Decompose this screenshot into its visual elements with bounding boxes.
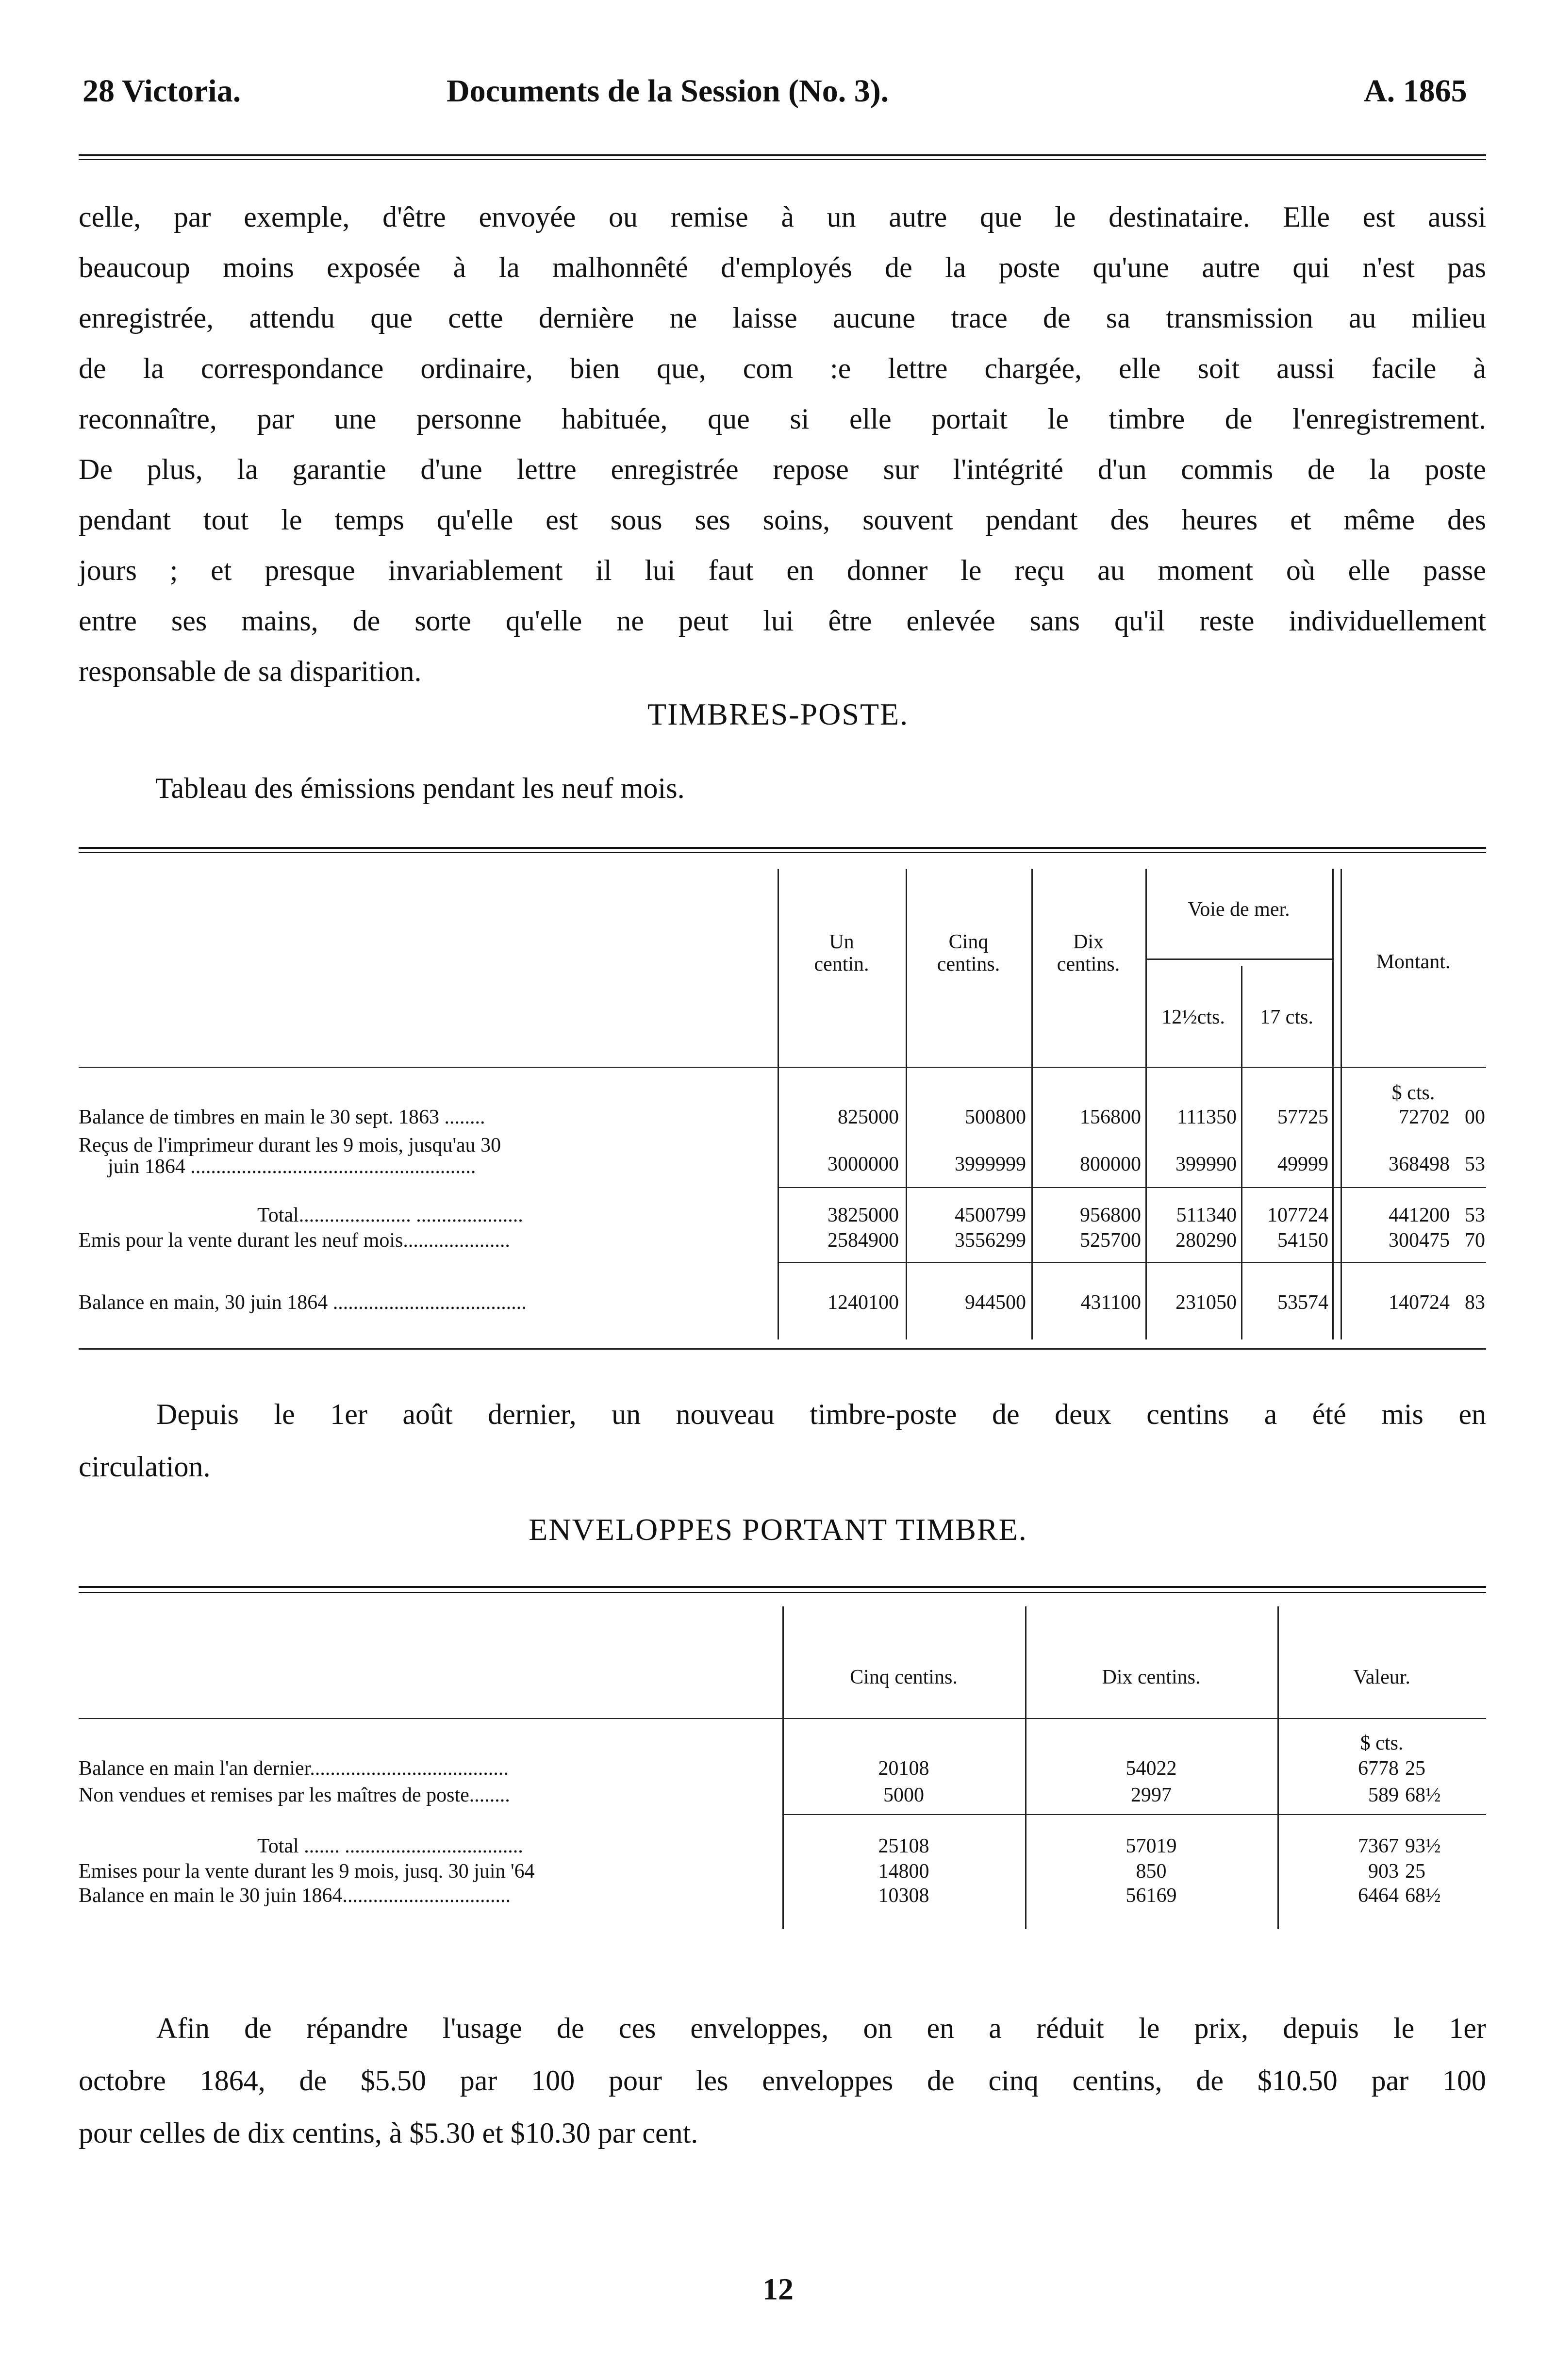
section-title-timbres: TIMBRES-POSTE. [647,697,909,731]
text-line: De plus, la garantie d'une lettre enregistrée repose sur l'intégrité d'un commis de la poste [79,453,1486,485]
balance-rule [778,1262,1486,1263]
cell-dix: 800000 [1080,1153,1141,1175]
total-rule [782,1814,1486,1815]
col-divider [1145,869,1147,1339]
row-label: Balance en main, 30 juin 1864 ...................................... [79,1291,527,1314]
text-line: pendant tout le temps qu'elle est sous ses soins, souvent pendant des heures et même des [79,504,1486,536]
cell-17: 107724 [1267,1204,1328,1226]
table1-header-rule [79,1067,1486,1068]
cell-cinq: 944500 [965,1291,1026,1314]
cell-dix: 431100 [1080,1291,1141,1314]
cell-dix: 850 [1136,1860,1167,1883]
cell-dollars: 140724 [1389,1291,1450,1314]
cell-12: 111350 [1177,1106,1237,1128]
cell-12: 231050 [1175,1291,1237,1314]
table1-top-rule [79,847,1486,849]
cell-cents: 70 [1465,1229,1485,1252]
header-17-cts: 17 cts. [1260,1006,1313,1028]
row-label: Emis pour la vente durant les neuf mois..................... [79,1229,510,1252]
row-label: Balance en main le 30 juin 1864................................. [79,1884,511,1907]
cell-cinq: 500800 [965,1106,1026,1128]
cell-cents: 83 [1465,1291,1485,1314]
text-line: celle, par exemple, d'être envoyée ou remise à un autre que le destinataire. Elle est aussi [79,201,1486,233]
cell-cinq: 3556299 [955,1229,1026,1252]
cell-cinq: 25108 [878,1835,929,1857]
text-line: octobre 1864, de $5.50 par 100 pour les enveloppes de cinq centins, de $10.50 par 100 [79,2065,1486,2097]
header-rule [79,154,1486,156]
header-left: 28 Victoria. [83,73,241,109]
cell-12: 399990 [1175,1153,1237,1175]
cell-dix: 57019 [1126,1835,1177,1857]
cell-cinq: 4500799 [955,1204,1026,1226]
row-label-total: Total...................... ..................... [257,1204,523,1226]
cell-dollars: 7367 [1358,1835,1399,1857]
cell-un: 3825000 [828,1204,899,1226]
header-dix-centins: Dix centins. [1102,1666,1201,1688]
cell-dollars: 441200 [1389,1204,1450,1226]
cell-dix: 156800 [1080,1106,1141,1128]
row-label-total: Total ....... ................................... [257,1835,523,1857]
currency-label: $ cts. [1391,1082,1435,1104]
header-cinq: Cinq centins. [937,931,1000,975]
cell-dix: 54022 [1126,1757,1177,1780]
cell-un: 825000 [838,1106,899,1128]
cell-dix: 525700 [1080,1229,1141,1252]
row-label: Balance en main l'an dernier....................................... [79,1757,509,1780]
page-number: 12 [762,2272,794,2306]
paragraph-registration [79,192,1486,696]
header-montant: Montant. [1376,951,1451,973]
text-line: enregistrée, attendu que cette dernière ne laisse aucune trace de sa transmission au milieu [79,302,1486,334]
voie-subheader-rule [1145,959,1334,960]
cell-dollars: 589 [1368,1784,1399,1806]
header-dix: Dix centins. [1057,931,1120,975]
text-line: reconnaître, par une personne habituée, que si elle portait le timbre de l'enregistrement. [79,403,1486,435]
cell-dix: 56169 [1126,1884,1177,1907]
text-line: Depuis le 1er août dernier, un nouveau timbre-poste de deux centins a été mis en [156,1398,1486,1430]
cell-cents: 53 [1465,1204,1485,1226]
header-voie-de-mer: Voie de mer. [1188,898,1290,921]
table1-bottom-rule [79,1348,1486,1350]
cell-cents: 68½ [1405,1884,1441,1907]
cell-cinq: 5000 [883,1784,924,1806]
cell-dollars: 903 [1368,1860,1399,1883]
cell-dix: 2997 [1131,1784,1172,1806]
cell-cents: 53 [1465,1153,1485,1175]
cell-cinq: 20108 [878,1757,929,1780]
text-line: Afin de répandre l'usage de ces enveloppes, on en a réduit le prix, depuis le 1er [156,2012,1486,2044]
cell-cents: 68½ [1405,1784,1441,1806]
col-divider [1332,869,1334,1339]
text-line: circulation. [79,1451,211,1483]
text-line: responsable de sa disparition. [79,655,422,687]
row-label: Balance de timbres en main le 30 sept. 1863 ........ [79,1106,485,1128]
cell-cinq: 14800 [878,1860,929,1883]
total-rule [778,1187,1486,1188]
table2-top-rule [79,1586,1486,1588]
header-center: Documents de la Session (No. 3). [447,73,889,109]
section-subtitle-timbres: Tableau des émissions pendant les neuf mois. [155,772,685,804]
cell-17: 57725 [1277,1106,1328,1128]
cell-dollars: 6778 [1358,1757,1399,1780]
running-header [0,73,1556,107]
cell-cinq: 10308 [878,1884,929,1907]
cell-cents: 00 [1465,1106,1485,1128]
cell-dix: 956800 [1080,1204,1141,1226]
header-right: A. 1865 [1364,73,1467,109]
row-label: Reçus de l'imprimeur durant les 9 mois, jusqu'au 30 juin 1864 ........................................................ [79,1134,501,1178]
text-line: entre ses mains, de sorte qu'elle ne peut lui être enlevée sans qu'il reste individuellement [79,605,1486,637]
cell-dollars: 300475 [1389,1229,1450,1252]
cell-dollars: 6464 [1358,1884,1399,1907]
text-line: beaucoup moins exposée à la malhonnêté d'employés de la poste qu'une autre qui n'est pas [79,251,1486,283]
cell-cents: 25 [1405,1860,1425,1883]
cell-cents: 93½ [1405,1835,1441,1857]
cell-17: 54150 [1277,1229,1328,1252]
header-12-cts: 12½cts. [1161,1006,1225,1028]
paragraph-new-stamp [79,1388,1486,1493]
cell-cinq: 3999999 [955,1153,1026,1175]
cell-17: 49999 [1277,1153,1328,1175]
header-cinq-centins: Cinq centins. [850,1666,958,1688]
row-label: Emises pour la vente durant les 9 mois, jusq. 30 juin '64 [79,1860,535,1883]
table2-header-rule [79,1718,1486,1719]
header-un: Un centin. [814,931,869,975]
row-label: Non vendues et remises par les maîtres de poste........ [79,1784,510,1806]
cell-12: 280290 [1175,1229,1237,1252]
cell-dollars: 368498 [1389,1153,1450,1175]
cell-un: 1240100 [828,1291,899,1314]
cell-un: 2584900 [828,1229,899,1252]
cell-dollars: 72702 [1399,1106,1450,1128]
text-line: de la correspondance ordinaire, bien que, com :e lettre chargée, elle soit aussi facile à [79,352,1486,384]
cell-un: 3000000 [828,1153,899,1175]
cell-cents: 25 [1405,1757,1425,1780]
currency-label: $ cts. [1360,1732,1404,1754]
cell-17: 53574 [1277,1291,1328,1314]
table2-top-rule-thin [79,1592,1486,1593]
cell-12: 511340 [1176,1204,1237,1226]
paragraph-envelope-prices [79,2002,1486,2159]
header-valeur: Valeur. [1353,1666,1410,1688]
header-rule-thin [79,159,1486,160]
text-line: pour celles de dix centins, à $5.30 et $10.30 par cent. [79,2117,698,2149]
table1-top-rule-thin [79,852,1486,853]
text-line: jours ; et presque invariablement il lui faut en donner le reçu au moment où elle passe [79,554,1486,586]
section-title-enveloppes: ENVELOPPES PORTANT TIMBRE. [529,1512,1027,1547]
